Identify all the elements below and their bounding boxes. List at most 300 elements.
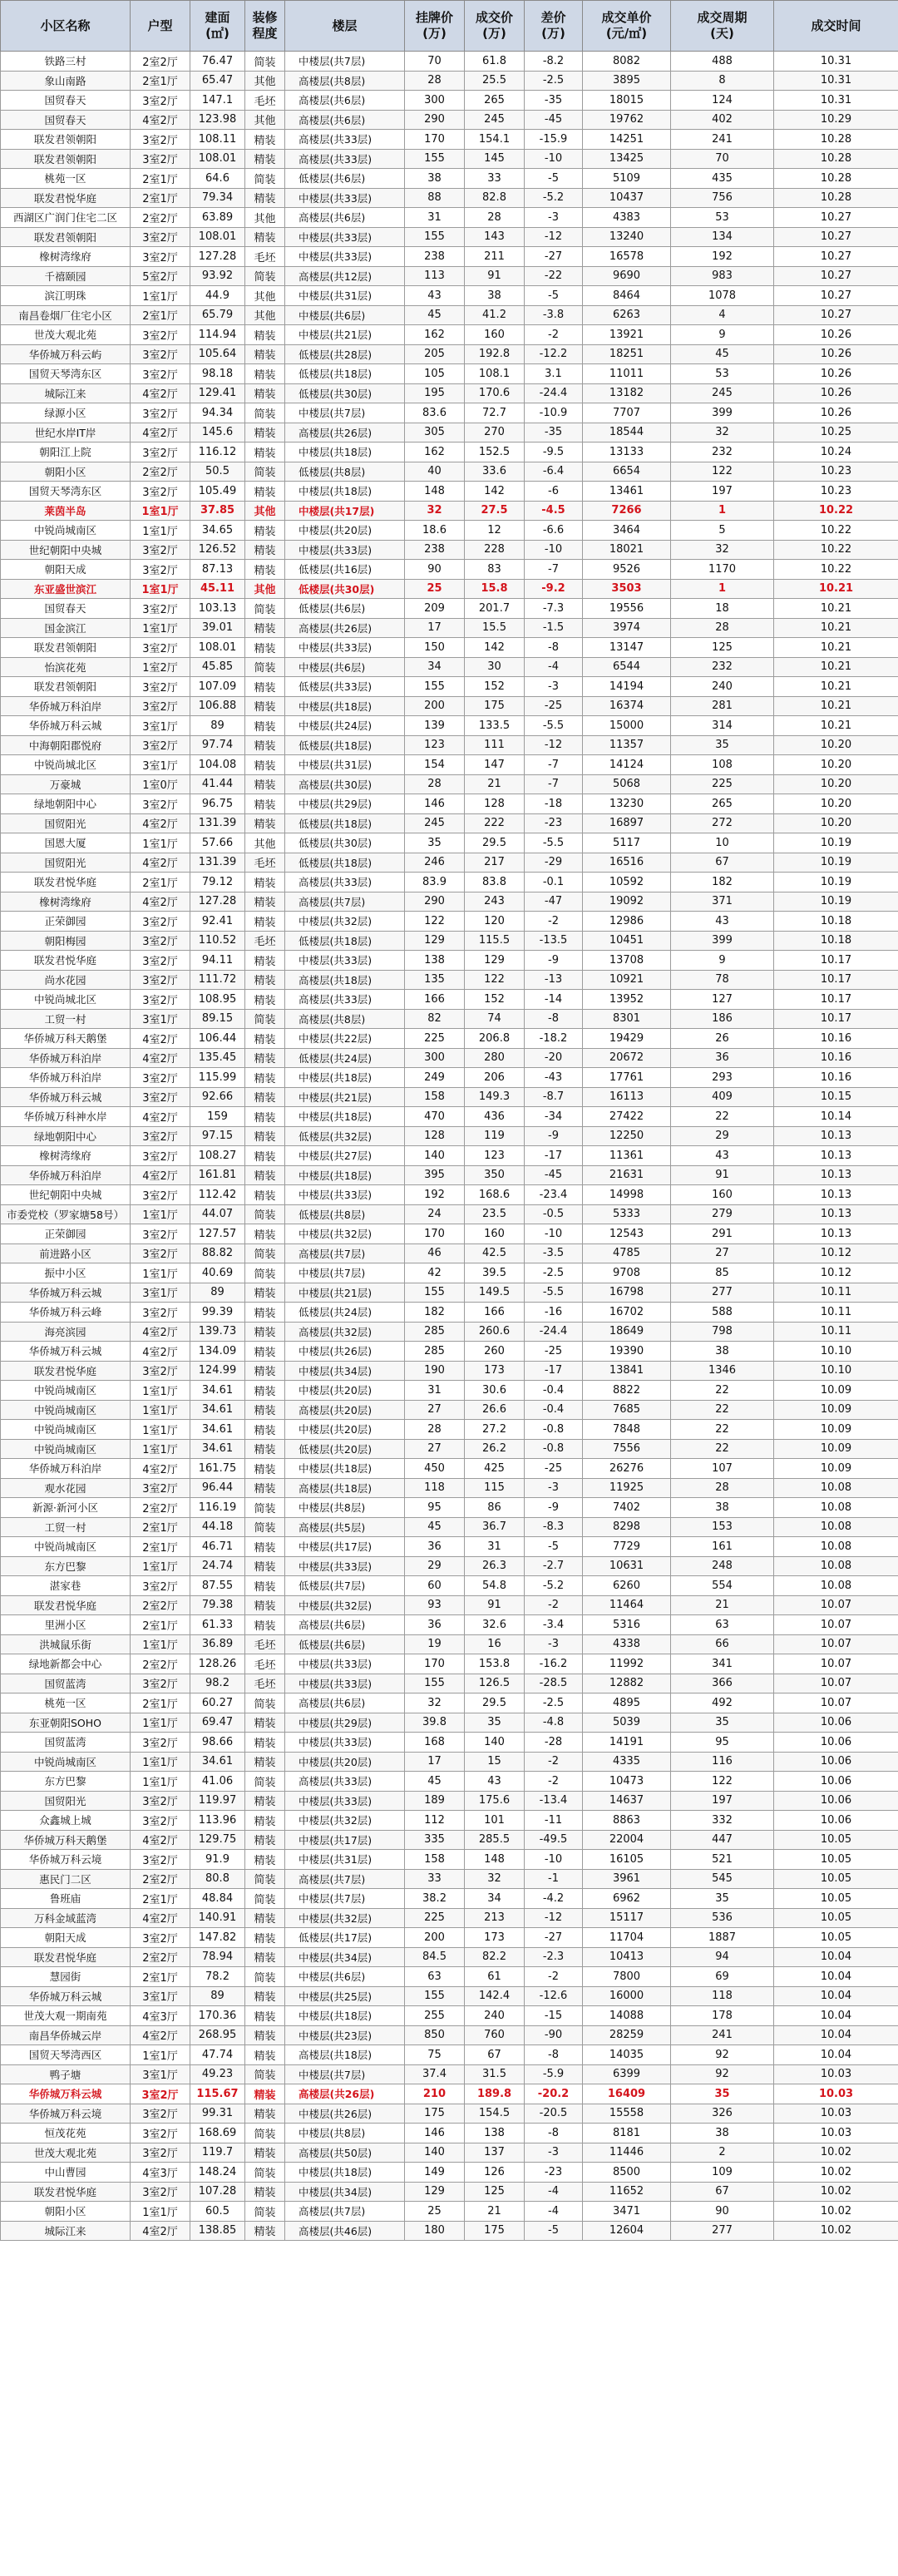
cell-deal-price: 245 bbox=[465, 110, 525, 130]
cell-deal-price: 123 bbox=[465, 1146, 525, 1166]
cell-deal-price: 149.3 bbox=[465, 1087, 525, 1107]
cell-layout: 3室2厅 bbox=[131, 2104, 190, 2124]
cell-name: 联发君悦华庭 bbox=[1, 951, 131, 971]
cell-diff: -25 bbox=[525, 696, 583, 716]
cell-date: 10.21 bbox=[774, 677, 898, 697]
cell-name: 华侨城万科云城 bbox=[1, 716, 131, 736]
cell-area: 87.55 bbox=[190, 1576, 245, 1596]
table-row bbox=[1, 755, 898, 775]
cell-diff: -9.2 bbox=[525, 579, 583, 599]
table-row bbox=[1, 1830, 898, 1850]
cell-deal-price: 42.5 bbox=[465, 1244, 525, 1263]
cell-list-price: 238 bbox=[405, 247, 465, 267]
cell-unit-price: 15558 bbox=[583, 2104, 671, 2124]
cell-layout: 4室2厅 bbox=[131, 2025, 190, 2045]
cell-decor: 精装 bbox=[245, 1830, 285, 1850]
table-row bbox=[1, 892, 898, 912]
cell-list-price: 300 bbox=[405, 91, 465, 111]
table-row bbox=[1, 403, 898, 423]
cell-diff: -4 bbox=[525, 2182, 583, 2202]
cell-name: 振中小区 bbox=[1, 1263, 131, 1283]
cell-unit-price: 18544 bbox=[583, 423, 671, 443]
cell-layout: 2室1厅 bbox=[131, 1517, 190, 1537]
cell-deal-price: 126.5 bbox=[465, 1674, 525, 1693]
cell-cycle: 53 bbox=[671, 364, 774, 384]
cell-decor: 精装 bbox=[245, 716, 285, 736]
cell-area: 89 bbox=[190, 716, 245, 736]
cell-floor: 中楼层(共33层) bbox=[285, 1674, 405, 1693]
cell-cycle: 22 bbox=[671, 1420, 774, 1440]
cell-list-price: 40 bbox=[405, 462, 465, 482]
cell-floor: 中楼层(共33层) bbox=[285, 247, 405, 267]
cell-list-price: 139 bbox=[405, 716, 465, 736]
table-row bbox=[1, 2025, 898, 2045]
cell-decor: 其他 bbox=[245, 71, 285, 91]
cell-decor: 简装 bbox=[245, 657, 285, 677]
cell-cycle: 67 bbox=[671, 2182, 774, 2202]
cell-deal-price: 119 bbox=[465, 1126, 525, 1146]
cell-list-price: 140 bbox=[405, 1146, 465, 1166]
cell-name: 桃苑一区 bbox=[1, 169, 131, 189]
cell-list-price: 83.9 bbox=[405, 873, 465, 892]
cell-decor: 精装 bbox=[245, 2143, 285, 2163]
cell-deal-price: 54.8 bbox=[465, 1576, 525, 1596]
cell-floor: 中楼层(共29层) bbox=[285, 1713, 405, 1733]
cell-layout: 4室2厅 bbox=[131, 110, 190, 130]
cell-decor: 精装 bbox=[245, 677, 285, 697]
cell-cycle: 9 bbox=[671, 325, 774, 345]
cell-layout: 2室2厅 bbox=[131, 462, 190, 482]
cell-name: 华侨城万科云城 bbox=[1, 2084, 131, 2104]
cell-name: 世茂大观一期南苑 bbox=[1, 2006, 131, 2026]
cell-cycle: 291 bbox=[671, 1224, 774, 1244]
cell-deal-price: 91 bbox=[465, 1595, 525, 1615]
cell-area: 34.65 bbox=[190, 521, 245, 541]
cell-diff: -5.5 bbox=[525, 833, 583, 853]
cell-cycle: 21 bbox=[671, 1595, 774, 1615]
cell-decor: 其他 bbox=[245, 579, 285, 599]
cell-layout: 5室2厅 bbox=[131, 266, 190, 286]
cell-list-price: 25 bbox=[405, 2202, 465, 2222]
table-row bbox=[1, 247, 898, 267]
cell-deal-price: 120 bbox=[465, 912, 525, 932]
cell-floor: 中楼层(共17层) bbox=[285, 1537, 405, 1557]
table-row bbox=[1, 813, 898, 833]
cell-area: 106.88 bbox=[190, 696, 245, 716]
cell-name: 南昌卷烟厂住宅小区 bbox=[1, 305, 131, 325]
cell-date: 10.03 bbox=[774, 2104, 898, 2124]
cell-decor: 精装 bbox=[245, 1185, 285, 1205]
cell-list-price: 246 bbox=[405, 853, 465, 873]
cell-name: 朝阳天成 bbox=[1, 1928, 131, 1948]
cell-list-price: 182 bbox=[405, 1303, 465, 1323]
col-name-header: 小区名称 bbox=[1, 1, 131, 52]
cell-floor: 低楼层(共17层) bbox=[285, 1928, 405, 1948]
cell-area: 60.5 bbox=[190, 2202, 245, 2222]
cell-unit-price: 16578 bbox=[583, 247, 671, 267]
col-decor-header: 装修 程度 bbox=[245, 1, 285, 52]
cell-list-price: 335 bbox=[405, 1830, 465, 1850]
cell-unit-price: 5039 bbox=[583, 1713, 671, 1733]
table-row bbox=[1, 853, 898, 873]
cell-date: 10.26 bbox=[774, 383, 898, 403]
cell-date: 10.05 bbox=[774, 1889, 898, 1909]
cell-cycle: 182 bbox=[671, 873, 774, 892]
cell-floor: 高楼层(共18层) bbox=[285, 2045, 405, 2065]
cell-floor: 低楼层(共30层) bbox=[285, 579, 405, 599]
cell-list-price: 37.4 bbox=[405, 2064, 465, 2084]
cell-diff: -25 bbox=[525, 1459, 583, 1479]
cell-cycle: 161 bbox=[671, 1537, 774, 1557]
cell-cycle: 95 bbox=[671, 1733, 774, 1753]
cell-diff: -17 bbox=[525, 1146, 583, 1166]
cell-deal-price: 142 bbox=[465, 638, 525, 658]
cell-layout: 3室2厅 bbox=[131, 794, 190, 814]
cell-floor: 高楼层(共6层) bbox=[285, 110, 405, 130]
cell-layout: 3室2厅 bbox=[131, 2143, 190, 2163]
cell-floor: 低楼层(共30层) bbox=[285, 383, 405, 403]
cell-list-price: 18.6 bbox=[405, 521, 465, 541]
cell-name: 怡滨花苑 bbox=[1, 657, 131, 677]
cell-area: 112.42 bbox=[190, 1185, 245, 1205]
cell-layout: 3室2厅 bbox=[131, 2084, 190, 2104]
cell-date: 10.28 bbox=[774, 188, 898, 208]
cell-date: 10.02 bbox=[774, 2163, 898, 2183]
cell-diff: -8.2 bbox=[525, 52, 583, 72]
table-row bbox=[1, 1772, 898, 1792]
cell-diff: -2.7 bbox=[525, 1556, 583, 1576]
cell-list-price: 38 bbox=[405, 169, 465, 189]
cell-name: 众鑫城上城 bbox=[1, 1811, 131, 1831]
table-row bbox=[1, 2143, 898, 2163]
cell-diff: -2 bbox=[525, 1752, 583, 1772]
cell-deal-price: 270 bbox=[465, 423, 525, 443]
cell-date: 10.21 bbox=[774, 716, 898, 736]
cell-date: 10.09 bbox=[774, 1400, 898, 1420]
cell-date: 10.27 bbox=[774, 247, 898, 267]
cell-area: 78.2 bbox=[190, 1967, 245, 1987]
cell-unit-price: 3471 bbox=[583, 2202, 671, 2222]
cell-floor: 中楼层(共32层) bbox=[285, 1908, 405, 1928]
cell-area: 96.44 bbox=[190, 1478, 245, 1498]
col-layout-header: 户型 bbox=[131, 1, 190, 52]
cell-name: 华侨城万科云境 bbox=[1, 1850, 131, 1870]
cell-cycle: 29 bbox=[671, 1126, 774, 1146]
cell-date: 10.02 bbox=[774, 2202, 898, 2222]
cell-diff: -16.2 bbox=[525, 1654, 583, 1674]
cell-diff: -7 bbox=[525, 774, 583, 794]
cell-decor: 精装 bbox=[245, 443, 285, 462]
cell-deal-price: 760 bbox=[465, 2025, 525, 2045]
cell-decor: 简装 bbox=[245, 1869, 285, 1889]
cell-cycle: 225 bbox=[671, 774, 774, 794]
table-row bbox=[1, 735, 898, 755]
cell-diff: -5.9 bbox=[525, 2064, 583, 2084]
cell-list-price: 135 bbox=[405, 970, 465, 990]
cell-decor: 精装 bbox=[245, 1048, 285, 1068]
cell-layout: 4室2厅 bbox=[131, 383, 190, 403]
cell-unit-price: 12882 bbox=[583, 1674, 671, 1693]
cell-floor: 中楼层(共31层) bbox=[285, 286, 405, 306]
cell-list-price: 162 bbox=[405, 325, 465, 345]
cell-cycle: 27 bbox=[671, 1244, 774, 1263]
cell-cycle: 326 bbox=[671, 2104, 774, 2124]
cell-name: 里洲小区 bbox=[1, 1615, 131, 1635]
cell-area: 170.36 bbox=[190, 2006, 245, 2026]
cell-decor: 精装 bbox=[245, 1126, 285, 1146]
cell-decor: 简装 bbox=[245, 1693, 285, 1713]
cell-deal-price: 153.8 bbox=[465, 1654, 525, 1674]
cell-date: 10.06 bbox=[774, 1811, 898, 1831]
cell-deal-price: 82.2 bbox=[465, 1947, 525, 1967]
cell-list-price: 155 bbox=[405, 1283, 465, 1303]
cell-area: 91.9 bbox=[190, 1850, 245, 1870]
cell-layout: 2室1厅 bbox=[131, 1967, 190, 1987]
cell-list-price: 225 bbox=[405, 1908, 465, 1928]
cell-deal-price: 175 bbox=[465, 2221, 525, 2241]
cell-deal-price: 152 bbox=[465, 990, 525, 1010]
cell-date: 10.28 bbox=[774, 130, 898, 150]
cell-floor: 低楼层(共18层) bbox=[285, 813, 405, 833]
cell-area: 94.34 bbox=[190, 403, 245, 423]
cell-decor: 精装 bbox=[245, 1146, 285, 1166]
cell-diff: -0.8 bbox=[525, 1439, 583, 1459]
cell-layout: 3室2厅 bbox=[131, 443, 190, 462]
cell-diff: -4.8 bbox=[525, 1713, 583, 1733]
table-row bbox=[1, 1615, 898, 1635]
cell-diff: -17 bbox=[525, 1361, 583, 1381]
cell-cycle: 983 bbox=[671, 266, 774, 286]
cell-date: 10.24 bbox=[774, 443, 898, 462]
cell-unit-price: 13952 bbox=[583, 990, 671, 1010]
cell-deal-price: 21 bbox=[465, 2202, 525, 2222]
cell-layout: 4室2厅 bbox=[131, 1830, 190, 1850]
cell-area: 63.89 bbox=[190, 208, 245, 228]
cell-floor: 中楼层(共33层) bbox=[285, 227, 405, 247]
cell-decor: 精装 bbox=[245, 1029, 285, 1049]
cell-list-price: 28 bbox=[405, 774, 465, 794]
table-row bbox=[1, 1126, 898, 1146]
cell-floor: 中楼层(共7层) bbox=[285, 1889, 405, 1909]
cell-area: 131.39 bbox=[190, 813, 245, 833]
table-row bbox=[1, 2045, 898, 2065]
cell-deal-price: 168.6 bbox=[465, 1185, 525, 1205]
table-row bbox=[1, 1185, 898, 1205]
cell-floor: 高楼层(共33层) bbox=[285, 990, 405, 1010]
cell-list-price: 129 bbox=[405, 931, 465, 951]
cell-date: 10.17 bbox=[774, 970, 898, 990]
cell-name: 联发君悦华庭 bbox=[1, 2182, 131, 2202]
cell-layout: 3室2厅 bbox=[131, 540, 190, 560]
cell-decor: 精装 bbox=[245, 2045, 285, 2065]
cell-diff: -5 bbox=[525, 169, 583, 189]
cell-deal-price: 154.5 bbox=[465, 2104, 525, 2124]
cell-layout: 3室2厅 bbox=[131, 227, 190, 247]
cell-layout: 1室1厅 bbox=[131, 1439, 190, 1459]
cell-cycle: 70 bbox=[671, 149, 774, 169]
cell-unit-price: 6260 bbox=[583, 1576, 671, 1596]
cell-area: 105.49 bbox=[190, 482, 245, 502]
cell-cycle: 272 bbox=[671, 813, 774, 833]
cell-list-price: 205 bbox=[405, 344, 465, 364]
cell-layout: 2室1厅 bbox=[131, 1615, 190, 1635]
cell-cycle: 798 bbox=[671, 1322, 774, 1342]
cell-diff: -16 bbox=[525, 1303, 583, 1323]
cell-floor: 中楼层(共6层) bbox=[285, 305, 405, 325]
table-row bbox=[1, 1674, 898, 1693]
cell-date: 10.31 bbox=[774, 52, 898, 72]
cell-decor: 其他 bbox=[245, 305, 285, 325]
cell-list-price: 39.8 bbox=[405, 1713, 465, 1733]
cell-layout: 1室1厅 bbox=[131, 1381, 190, 1401]
cell-name: 城际江来 bbox=[1, 383, 131, 403]
cell-diff: -11 bbox=[525, 1811, 583, 1831]
cell-cycle: 1170 bbox=[671, 560, 774, 580]
cell-layout: 3室2厅 bbox=[131, 130, 190, 150]
cell-deal-price: 27.5 bbox=[465, 501, 525, 521]
cell-diff: -29 bbox=[525, 853, 583, 873]
table-row bbox=[1, 1420, 898, 1440]
cell-layout: 3室2厅 bbox=[131, 638, 190, 658]
cell-area: 76.47 bbox=[190, 52, 245, 72]
cell-deal-price: 149.5 bbox=[465, 1283, 525, 1303]
cell-cycle: 197 bbox=[671, 1791, 774, 1811]
cell-cycle: 241 bbox=[671, 2025, 774, 2045]
cell-area: 64.6 bbox=[190, 169, 245, 189]
cell-floor: 中楼层(共6层) bbox=[285, 657, 405, 677]
cell-list-price: 112 bbox=[405, 1811, 465, 1831]
cell-area: 65.79 bbox=[190, 305, 245, 325]
table-row bbox=[1, 618, 898, 638]
cell-deal-price: 425 bbox=[465, 1459, 525, 1479]
cell-decor: 毛坯 bbox=[245, 1674, 285, 1693]
cell-layout: 1室1厅 bbox=[131, 1634, 190, 1654]
table-row bbox=[1, 677, 898, 697]
cell-name: 朝阳天成 bbox=[1, 560, 131, 580]
cell-unit-price: 3503 bbox=[583, 579, 671, 599]
cell-floor: 中楼层(共27层) bbox=[285, 1146, 405, 1166]
cell-layout: 1室1厅 bbox=[131, 618, 190, 638]
cell-cycle: 53 bbox=[671, 208, 774, 228]
cell-date: 10.19 bbox=[774, 892, 898, 912]
cell-diff: -6.4 bbox=[525, 462, 583, 482]
cell-cycle: 85 bbox=[671, 1263, 774, 1283]
cell-list-price: 36 bbox=[405, 1615, 465, 1635]
cell-unit-price: 16798 bbox=[583, 1283, 671, 1303]
cell-area: 45.85 bbox=[190, 657, 245, 677]
cell-layout: 1室1厅 bbox=[131, 1556, 190, 1576]
table-row bbox=[1, 2124, 898, 2143]
cell-decor: 精装 bbox=[245, 1986, 285, 2006]
cell-diff: -28.5 bbox=[525, 1674, 583, 1693]
table-row bbox=[1, 1889, 898, 1909]
cell-decor: 精装 bbox=[245, 1850, 285, 1870]
cell-list-price: 128 bbox=[405, 1126, 465, 1146]
cell-date: 10.22 bbox=[774, 560, 898, 580]
cell-decor: 简装 bbox=[245, 2163, 285, 2183]
table-row bbox=[1, 1244, 898, 1263]
cell-date: 10.17 bbox=[774, 990, 898, 1010]
cell-unit-price: 13841 bbox=[583, 1361, 671, 1381]
cell-area: 65.47 bbox=[190, 71, 245, 91]
cell-name: 国贸春天 bbox=[1, 599, 131, 619]
cell-unit-price: 13240 bbox=[583, 227, 671, 247]
cell-list-price: 29 bbox=[405, 1556, 465, 1576]
cell-unit-price: 14035 bbox=[583, 2045, 671, 2065]
cell-deal-price: 86 bbox=[465, 1498, 525, 1518]
cell-cycle: 124 bbox=[671, 91, 774, 111]
table-row bbox=[1, 501, 898, 521]
cell-diff: 3.1 bbox=[525, 364, 583, 384]
cell-unit-price: 13147 bbox=[583, 638, 671, 658]
cell-area: 115.99 bbox=[190, 1068, 245, 1088]
cell-area: 138.85 bbox=[190, 2221, 245, 2241]
cell-area: 111.72 bbox=[190, 970, 245, 990]
table-row bbox=[1, 188, 898, 208]
cell-name: 国贸春天 bbox=[1, 91, 131, 111]
cell-cycle: 399 bbox=[671, 403, 774, 423]
table-row bbox=[1, 1322, 898, 1342]
cell-date: 10.19 bbox=[774, 873, 898, 892]
cell-list-price: 450 bbox=[405, 1459, 465, 1479]
cell-cycle: 125 bbox=[671, 638, 774, 658]
cell-decor: 精装 bbox=[245, 970, 285, 990]
cell-name: 前进路小区 bbox=[1, 1244, 131, 1263]
cell-area: 40.69 bbox=[190, 1263, 245, 1283]
cell-date: 10.07 bbox=[774, 1634, 898, 1654]
cell-layout: 3室2厅 bbox=[131, 931, 190, 951]
cell-layout: 1室1厅 bbox=[131, 2045, 190, 2065]
cell-layout: 1室1厅 bbox=[131, 1772, 190, 1792]
cell-list-price: 88 bbox=[405, 188, 465, 208]
cell-date: 10.21 bbox=[774, 599, 898, 619]
cell-date: 10.04 bbox=[774, 2025, 898, 2045]
cell-cycle: 43 bbox=[671, 1146, 774, 1166]
cell-unit-price: 8863 bbox=[583, 1811, 671, 1831]
cell-name: 中海朝阳郡悦府 bbox=[1, 735, 131, 755]
cell-unit-price: 7848 bbox=[583, 1420, 671, 1440]
table-row bbox=[1, 912, 898, 932]
cell-decor: 精装 bbox=[245, 618, 285, 638]
cell-list-price: 200 bbox=[405, 1928, 465, 1948]
table-row bbox=[1, 2064, 898, 2084]
cell-layout: 3室2厅 bbox=[131, 1478, 190, 1498]
cell-decor: 精装 bbox=[245, 560, 285, 580]
cell-cycle: 536 bbox=[671, 1908, 774, 1928]
cell-deal-price: 213 bbox=[465, 1908, 525, 1928]
cell-name: 中锐尚城南区 bbox=[1, 1439, 131, 1459]
cell-unit-price: 6654 bbox=[583, 462, 671, 482]
cell-name: 莱茵半岛 bbox=[1, 501, 131, 521]
table-row bbox=[1, 1439, 898, 1459]
cell-list-price: 19 bbox=[405, 1634, 465, 1654]
cell-area: 107.28 bbox=[190, 2182, 245, 2202]
col-unit-price-header: 成交单价 (元/㎡) bbox=[583, 1, 671, 52]
cell-date: 10.09 bbox=[774, 1381, 898, 1401]
cell-unit-price: 10921 bbox=[583, 970, 671, 990]
cell-layout: 3室2厅 bbox=[131, 1185, 190, 1205]
cell-list-price: 34 bbox=[405, 657, 465, 677]
cell-cycle: 134 bbox=[671, 227, 774, 247]
cell-diff: -9 bbox=[525, 1498, 583, 1518]
cell-decor: 精装 bbox=[245, 794, 285, 814]
cell-diff: -0.5 bbox=[525, 1204, 583, 1224]
cell-diff: -3.8 bbox=[525, 305, 583, 325]
table-row bbox=[1, 2084, 898, 2104]
cell-area: 99.31 bbox=[190, 2104, 245, 2124]
cell-deal-price: 31.5 bbox=[465, 2064, 525, 2084]
cell-list-price: 195 bbox=[405, 383, 465, 403]
